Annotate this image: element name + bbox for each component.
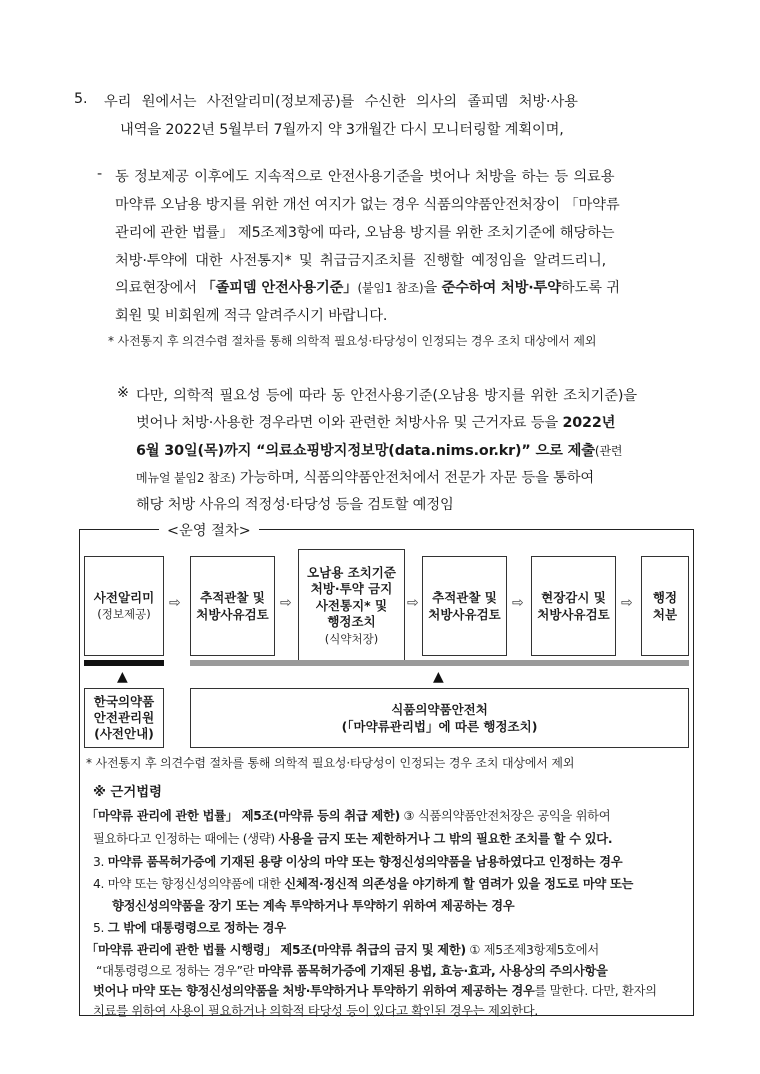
step4-l1: 추적관찰 및 — [432, 590, 497, 605]
law-a-item5 — [93, 918, 286, 936]
dash-mark: - — [97, 166, 103, 182]
submission-deadline: 6월 30일(목)까지 “의료쇼핑방지정보망(data.nims.or.kr)” 으로 제출 — [136, 443, 595, 459]
note-line3 — [136, 440, 622, 460]
step4-l2: 처방사유검토 — [428, 607, 501, 622]
dash-line5-d: 을 — [423, 280, 442, 296]
step-site-inspection — [531, 556, 616, 656]
law-b-line1 — [86, 940, 599, 958]
procedure-title: <운영 절차> — [159, 520, 259, 540]
note-line5: 해당 처방 사유의 적정성·타당성 등을 검토할 예정임 — [136, 497, 454, 513]
note-line3-ref: (관련 — [594, 444, 623, 458]
dash-line5-a: 의료현장에서 — [115, 280, 202, 296]
step-tracking-review-2 — [422, 556, 507, 656]
note-line1: 다만, 의학적 필요성 등에 따라 동 안전사용기준(오남용 방지를 위한 조치기준)을 — [136, 388, 637, 404]
agency-bar — [84, 660, 164, 666]
note-mark: ※ — [117, 385, 129, 401]
law-a-title: 「마약류 관리에 관한 법률」 제5조(마약류 등의 취급 제한) — [86, 809, 400, 823]
law-b-line2-a: “대통령령으로 정하는 경우”란 — [96, 964, 258, 978]
ministry-bar — [190, 660, 689, 666]
arrow-icon: ⇨ — [407, 595, 419, 611]
step1-l2: (정보제공) — [97, 607, 151, 621]
org1-l1: 한국의약품 — [93, 694, 155, 709]
arrow-icon: ⇨ — [512, 595, 524, 611]
comply-prescribe: 준수하여 처방·투약 — [441, 280, 561, 296]
law-a-item3 — [93, 852, 622, 870]
arrow-icon: ⇨ — [621, 595, 633, 611]
note-line2-a: 벗어나 처방·사용한 경우라면 이와 관련한 처방사유 및 근거자료 등을 — [136, 415, 563, 431]
dash-line6: 회원 및 비회원께 적극 알려주시기 바랍니다. — [115, 308, 388, 324]
step-misuse-standard — [298, 549, 405, 663]
note-year: 2022년 — [562, 415, 616, 431]
dash-line5 — [115, 277, 620, 297]
law-b-line3-b: 를 말한다. 다만, 환자의 — [534, 984, 657, 998]
law-a-item4-b: 신체적·정신적 의존성을 야기하게 할 염려가 있을 정도로 마약 또는 — [284, 877, 634, 891]
org2-l1: 식품의약품안전처 — [391, 702, 488, 717]
para5-line2: 내역을 2022년 5월부터 7월까지 약 3개월간 다시 모니터링할 계획이며, — [120, 122, 564, 138]
manual-ref: 메뉴얼 붙임2 참조) — [136, 471, 236, 485]
org2-l2: (「마약류관리법」에 따른 행정조치) — [341, 719, 538, 734]
para5-line1: 우리 원에서는 사전알리미(정보제공)를 수신한 의사의 졸피뎀 처방·사용 — [104, 94, 578, 110]
step3-l2: 처방·투약 금지 — [310, 581, 393, 597]
step3-l1: 오남용 조치기준 — [307, 564, 396, 580]
org-mfds — [190, 688, 689, 748]
step3-l4: 행정조치 — [327, 614, 376, 630]
law-a-item4-c: 향정신성의약품을 장기 또는 계속 투약하거나 투약하기 위하여 제공하는 경우 — [112, 899, 515, 913]
para5-number: 5. — [74, 91, 88, 107]
law-b-line2-b: 마약류 품목허가증에 기재된 용법, 효능·효과, 사용상의 주의사항을 — [257, 964, 608, 978]
note-line4-b: 가능하며, 식품의약품안전처에서 전문가 자문 등을 통하여 — [235, 470, 595, 486]
law-a-line1-b: ③ 식품의약품안전처장은 공익을 위하여 — [399, 809, 611, 823]
dash-footnote: * 사전통지 후 의견수렴 절차를 통해 의학적 필요성·타당성이 인정되는 경우 조치 대상에서 제외 — [108, 334, 597, 348]
org-kids — [84, 688, 164, 748]
dash-line5-f: 하도록 귀 — [560, 280, 620, 296]
law-b-line2 — [96, 961, 608, 979]
step2-l2: 처방사유검토 — [196, 607, 269, 622]
law-a-item4 — [93, 874, 633, 892]
triangle-up-icon: ▲ — [117, 669, 128, 685]
note-line4 — [136, 467, 594, 487]
note-line2 — [136, 412, 615, 432]
step6-l1: 행정 — [652, 590, 678, 605]
law-a-line2 — [93, 829, 612, 847]
law-a-item3-text: 마약류 품목허가증에 기재된 용량 이상의 마약 또는 향정신성의약품을 남용하였다고 인정하는 경우 — [107, 855, 623, 869]
law-a-item5-num: 5. — [93, 921, 108, 935]
dash-line3: 관리에 관한 법률」 제5조제3항에 따라, 오남용 방지를 위한 조치기준에 해당하는 — [115, 225, 615, 241]
law-b-title: 「마약류 관리에 관한 법률 시행령」 제5조(마약류 취급의 금지 및 제한) — [86, 943, 466, 957]
org1-l3: (사전안내) — [94, 726, 154, 741]
law-a-item4-cont — [112, 896, 514, 914]
law-b-line3-a: 벗어나 마약 또는 향정신성의약품을 처방·투약하거나 투약하기 위하여 제공하는 경우 — [93, 984, 535, 998]
step6-l2: 처분 — [652, 607, 678, 622]
dash-line1: 동 정보제공 이후에도 지속적으로 안전사용기준을 벗어나 처방을 하는 등 의료용 — [115, 169, 615, 185]
legal-heading: ※ 근거법령 — [93, 785, 162, 800]
dash-line4: 처방·투약에 대한 사전통지* 및 취급금지조치를 진행할 예정임을 알려드리니, — [115, 253, 607, 269]
law-a-line1 — [86, 806, 610, 824]
law-a-item4-a: 4. 마약 또는 향정신성의약품에 대한 — [93, 877, 285, 891]
step3-l5: (식약처장) — [324, 631, 379, 646]
procedure-footnote: * 사전통지 후 의견수렴 절차를 통해 의학적 필요성·타당성이 인정되는 경우 조치 대상에서 제외 — [86, 756, 575, 770]
step5-l1: 현장감시 및 — [541, 590, 606, 605]
law-a-restriction: 사용을 금지 또는 제한하거나 그 밖의 필요한 조치를 할 수 있다. — [278, 832, 613, 846]
law-a-item5-text: 그 밖에 대통령령으로 정하는 경우 — [107, 921, 286, 935]
law-b-line4: 치료를 위하여 사용이 필요하거나 의학적 타당성 등이 있다고 확인된 경우는 제외한다. — [93, 1004, 538, 1018]
arrow-icon: ⇨ — [280, 595, 292, 611]
step3-l3: 사전통지* 및 — [315, 597, 388, 613]
law-a-item3-num: 3. — [93, 855, 108, 869]
triangle-up-icon: ▲ — [433, 669, 444, 685]
arrow-icon: ⇨ — [169, 595, 181, 611]
step-pre-notice — [84, 556, 164, 656]
law-b-line3 — [93, 981, 657, 999]
step-admin-disposition — [641, 556, 689, 656]
law-b-line1-b: ① 제5조제3항제5호에서 — [465, 943, 599, 957]
law-a-line2-a: 필요하다고 인정하는 때에는 (생략) — [93, 832, 279, 846]
attachment1-ref: (붙임1 참조) — [357, 281, 424, 295]
step5-l2: 처방사유검토 — [537, 607, 610, 622]
dash-line2: 마약류 오남용 방지를 위한 개선 여지가 없는 경우 식품의약품안전처장이 「마약류 — [115, 197, 620, 213]
step2-l1: 추적관찰 및 — [200, 590, 265, 605]
org1-l2: 안전관리원 — [93, 710, 155, 725]
step1-l1: 사전알리미 — [93, 590, 155, 605]
zolpidem-standard: 「졸피뎀 안전사용기준」 — [201, 280, 358, 296]
step-tracking-review-1 — [190, 556, 275, 656]
